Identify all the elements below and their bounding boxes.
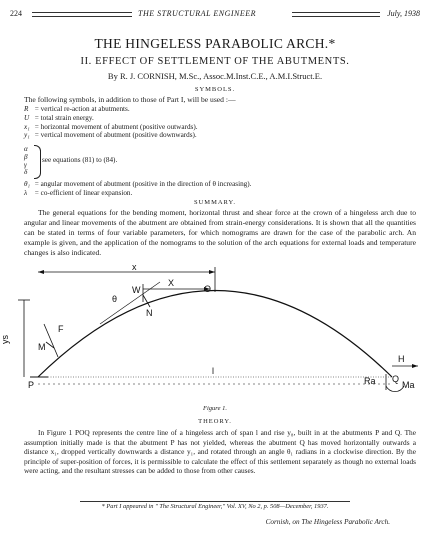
article-title: THE HINGELESS PARABOLIC ARCH.* <box>94 36 336 51</box>
journal-title: THE STRUCTURAL ENGINEER <box>138 9 257 18</box>
header-rule-left <box>32 12 132 17</box>
greek-symbol-list <box>24 146 28 177</box>
arch-diagram <box>0 262 430 402</box>
author-byline: By R. J. CORNISH, M.Sc., Assoc.M.Inst.C.E., A.M.I.Struct.E. <box>107 71 323 81</box>
theory-paragraph: In Figure 1 POQ represents the centre line of a hingeless arch of span l and rise y₈, built in at the abutments P and Q. The assumption initially made is that the abutment P has not yielded, whereas the abutment Q has moved horizontally outwards a distance x₁, dropped vertically downwards a distance y₁, and rotated through an angle θ₁ radians in a clockwise direction. By the principle of super-position of forces, it is permissible to calculate the effect of this settlement separately as though no external loads were acting, and the resultant stresses can be added to those from other causes. <box>24 428 416 476</box>
arrow-head <box>38 270 44 274</box>
symbols-intro: The following symbols, in addition to those of Part I, will be used :— <box>24 95 236 104</box>
symbol-row: U = total strain energy. <box>24 113 94 122</box>
summary-heading: SUMMARY. <box>193 199 237 206</box>
arrow-head <box>209 270 215 274</box>
page-number: 224 <box>10 9 22 18</box>
label-F: F <box>58 324 64 334</box>
greek-beta: β <box>24 152 28 161</box>
greek-alpha: α <box>24 145 28 153</box>
label-ys: ys <box>0 335 10 344</box>
article-subtitle: II. EFFECT OF SETTLEMENT OF THE ABUTMENTS. <box>80 56 350 67</box>
footnote: * Part I appeared in " The Structural Engineer," Vol. XV, No 2, p. 508—December, 1937. <box>101 503 329 510</box>
label-Ma: Ma <box>402 380 415 390</box>
theory-heading: THEORY. <box>198 418 232 425</box>
figure-caption: Figure 1. <box>203 405 227 412</box>
label-x: x <box>132 262 137 272</box>
curly-brace <box>34 145 41 179</box>
symbols-heading: SYMBOLS. <box>194 86 236 93</box>
continuation-line: Cornish, on The Hingeless Parabolic Arch. <box>265 518 390 526</box>
label-Ra: Ra <box>364 376 376 386</box>
label-X: X <box>168 278 175 288</box>
greek-gamma: γ <box>24 160 27 169</box>
issue-date: July, 1938 <box>387 9 420 18</box>
label-H: H <box>398 354 405 364</box>
greek-delta: δ <box>24 168 28 177</box>
greek-note: see equations (81) to (84). <box>42 156 118 164</box>
header-rule-right <box>292 12 380 17</box>
normal-line <box>143 295 150 307</box>
symbol-list-2 <box>24 180 251 198</box>
symbol-row: λ = co-efficient of linear expansion. <box>24 188 133 197</box>
label-P: P <box>28 380 35 390</box>
summary-paragraph: The general equations for the bending moment, horizontal thrust and shear force at the crown of a hingeless arch due to angular and linear movements of the abutment are obtained from strain-energy considerations. It is shown that all the quantities can be stated in terms of four variable parameters, for which nomograms are drawn for the case of the parabolic arch. An example is given, and the application of the nomograms to the solution of the arch equations for external loads and temperature changes is also indicated. <box>24 208 416 257</box>
label-N: N <box>146 308 153 318</box>
label-M: M <box>38 342 46 352</box>
symbol-row: θ₁ = angular movement of abutment (positive in the direction of θ increasing). <box>24 180 252 188</box>
arrow-head <box>412 364 418 368</box>
arch-centre-line <box>38 291 392 378</box>
symbol-row: x₁ = horizontal movement of abutment (positive outwards). <box>24 122 198 131</box>
running-header <box>10 9 420 21</box>
footnote-rule <box>80 501 350 502</box>
label-O: O <box>204 284 212 294</box>
symbol-list <box>24 105 198 140</box>
label-W: W <box>132 285 141 295</box>
symbol-row: R = vertical re-action at abutments. <box>24 105 130 113</box>
label-l: l <box>212 366 214 376</box>
label-Q: Q <box>392 374 400 384</box>
symbol-row: y₁ = vertical movement of abutment (positive downwards). <box>24 131 197 140</box>
label-theta: θ <box>112 294 118 304</box>
force-F-line <box>44 324 58 357</box>
